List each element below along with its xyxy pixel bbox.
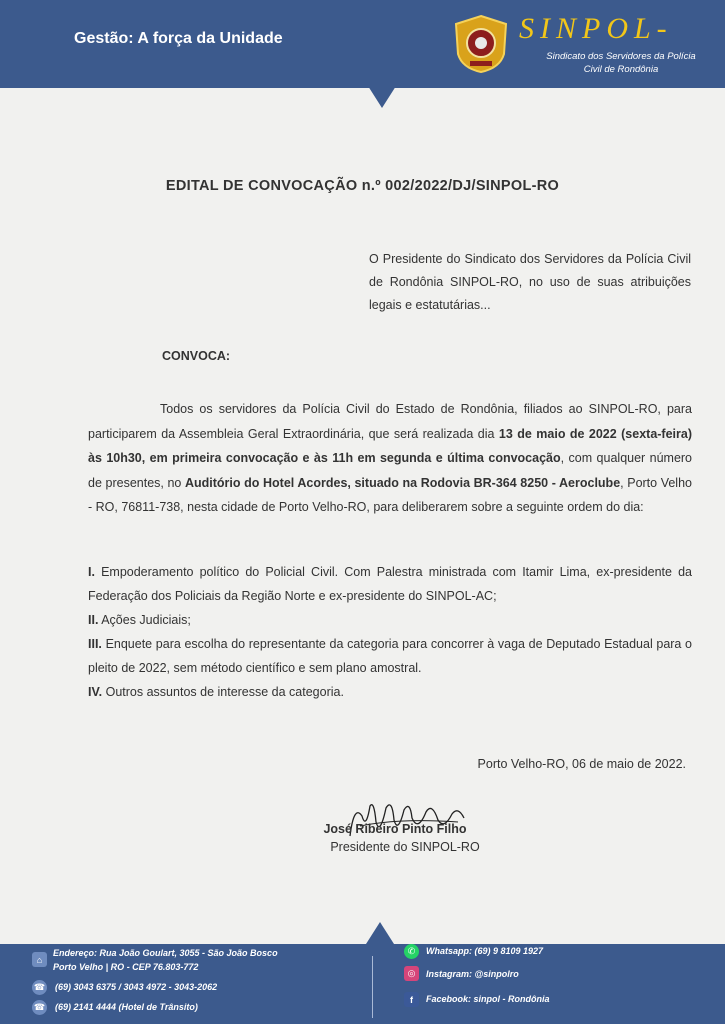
document-title: EDITAL DE CONVOCAÇÃO n.º 002/2022/DJ/SINPOL-RO: [165, 178, 560, 194]
location-icon: ⌂: [32, 952, 47, 967]
slogan: Gestão: A força da Unidade: [74, 30, 283, 47]
instagram-icon: ◎: [404, 966, 419, 981]
preamble: O Presidente do Sindicato dos Servidores da Polícia Civil de Rondônia SINPOL-RO, no uso de suas atribuições legais e estatutárias...: [369, 252, 691, 312]
convocation-paragraph: Todos os servidores da Polícia Civil do Estado de Rondônia, filiados ao SINPOL-RO, para participarem da Assembleia Geral Extraordinária, que será realizada dia 13 de maio de 2022 (sexta-feira) às 10h30, em primeira convocação e às 11h em segunda e última convocação, com qualquer número de presentes, no Auditório do Hotel Acordes, situado na Rodovia BR-364 8250 - Aeroclube, Porto Velho - RO, 76811-738, nesta cidade de Porto Velho-RO, para deliberarem sobre a seguinte ordem do dia:: [88, 402, 693, 514]
agenda-list: [88, 560, 692, 704]
agenda-item: III. Enquete para escolha do representante da categoria para concorrer à vaga de Deputado Estadual para o pleito de 2022, sem método científico e sem plano amostral.: [88, 637, 692, 675]
footer-divider: [372, 956, 373, 1018]
header-pointer: [368, 86, 396, 108]
phone-icon: ☎: [32, 1000, 47, 1015]
brand-name: SINPOL-: [519, 12, 673, 45]
facebook-icon: f: [404, 992, 419, 1007]
whatsapp-contact: Whatsapp: (69) 9 8109 1927: [426, 946, 544, 956]
sinpol-seal-logo: [452, 14, 510, 74]
phone-icon: ☎: [32, 980, 47, 995]
facebook-contact: Facebook: sinpol - Rondônia: [426, 994, 550, 1004]
agenda-item: I. Empoderamento político do Policial Civil. Com Palestra ministrada com Itamir Lima, ex-presidente da Federação dos Policiais da Região Norte e ex-presidente do SINPOL-AC;: [88, 565, 692, 603]
brand-subtitle: Sindicato dos Servidores da Polícia Civil de Rondônia: [546, 51, 696, 75]
agenda-item: IV. Outros assuntos de interesse da categoria.: [88, 685, 344, 699]
agenda-item: II. Ações Judiciais;: [88, 613, 191, 627]
signer-role: Presidente do SINPOL-RO: [330, 840, 480, 854]
phone-numbers: (69) 3043 6375 / 3043 4972 - 3043-2062: [55, 982, 218, 992]
address-line-2: Porto Velho | RO - CEP 76.803-772: [53, 962, 199, 972]
date-place: Porto Velho-RO, 06 de maio de 2022.: [477, 757, 686, 771]
whatsapp-icon: ✆: [404, 944, 419, 959]
hotel-phone: (69) 2141 4444 (Hotel de Trânsito): [55, 1002, 198, 1012]
signer-name: José Ribeiro Pinto Filho: [323, 822, 467, 836]
letterhead-banner: [0, 0, 725, 88]
instagram-contact: Instagram: @sinpolro: [426, 969, 519, 979]
footer-pointer: [366, 922, 394, 944]
letterhead-footer: [0, 944, 725, 1024]
convoca-heading: CONVOCA:: [162, 349, 231, 363]
address-line-1: Endereço: Rua João Goulart, 3055 - São João Bosco: [53, 948, 278, 958]
